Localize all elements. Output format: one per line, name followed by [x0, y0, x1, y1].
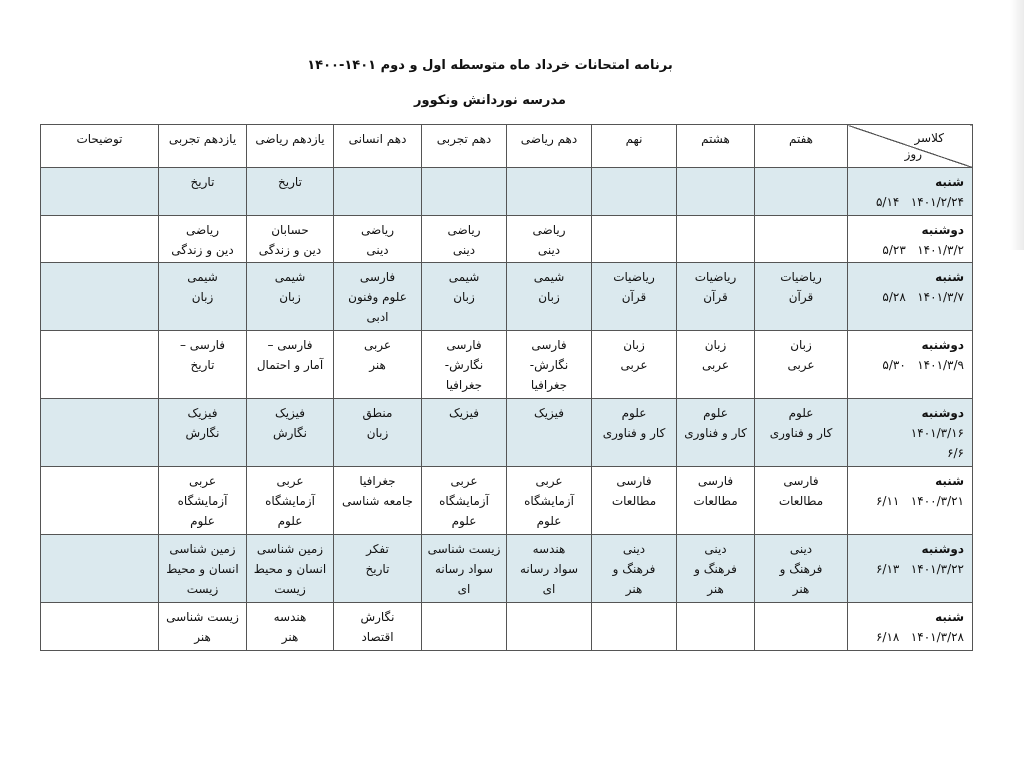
subject-cell	[334, 263, 422, 331]
subject-cell	[159, 535, 247, 603]
subject-line: عربی	[276, 474, 304, 489]
subject-cell	[507, 467, 592, 535]
day-name: شنبه	[935, 175, 964, 189]
day-dates: ۱۴۰۱/۳/۹ ۵/۳۰	[882, 358, 964, 373]
subject-cell	[422, 467, 507, 535]
day-cell	[848, 215, 973, 263]
notes-cell	[41, 399, 159, 467]
day-cell	[848, 467, 973, 535]
subject-line: نگارش	[272, 426, 308, 441]
subject-line: نگارش-	[444, 358, 484, 373]
subject-cell	[507, 263, 592, 331]
subject-line: جغرافیا	[530, 378, 568, 393]
subject-line: زبان	[453, 290, 475, 305]
subject-cell	[677, 399, 755, 467]
subject-cell	[334, 467, 422, 535]
subject-cell	[159, 399, 247, 467]
subject-line: زبان	[704, 338, 727, 353]
subject-line: ای	[542, 582, 556, 597]
subject-cell	[592, 331, 677, 399]
day-cell	[848, 331, 973, 399]
subject-line: منطق	[362, 406, 393, 421]
subject-cell	[422, 331, 507, 399]
subject-cell	[507, 168, 592, 216]
subject-line: فارسی –	[267, 338, 313, 353]
day-dates: ۱۴۰۱/۳/۱۶	[910, 426, 964, 441]
subject-cell	[677, 263, 755, 331]
subject-cell	[422, 215, 507, 263]
subject-line: فیزیک	[448, 406, 480, 421]
day-name: دوشنبه	[921, 222, 964, 237]
header-corner-cell	[848, 125, 973, 168]
subject-line: علوم	[788, 406, 814, 421]
subject-line: قرآن	[788, 290, 814, 305]
subject-cell	[755, 399, 848, 467]
subject-line: دینی	[789, 542, 813, 557]
day-name: شنبه	[935, 474, 964, 489]
subject-line: شیمی	[533, 270, 565, 285]
subject-line: زیست شناسی	[427, 542, 501, 557]
subject-cell	[159, 215, 247, 263]
subject-line: شیمی	[274, 270, 306, 285]
subject-cell	[677, 168, 755, 216]
table-row	[41, 168, 973, 216]
subject-line: مطالعات	[693, 494, 738, 509]
subject-line: زیست شناسی	[166, 610, 239, 625]
school-name: مدرسه نوردانش ونکوور	[414, 93, 566, 108]
subject-line: عربی	[188, 474, 217, 489]
subject-line: مطالعات	[611, 494, 657, 509]
subject-line: فارسی	[359, 270, 396, 285]
header-row	[41, 125, 973, 168]
subject-cell	[159, 603, 247, 651]
subject-line: علوم	[451, 514, 477, 529]
table-row	[41, 399, 973, 467]
subject-cell	[422, 535, 507, 603]
subject-line: سواد رسانه	[519, 562, 579, 577]
day-name: دوشنبه	[921, 406, 964, 421]
subject-line: هنر	[281, 630, 299, 645]
subject-line: علوم	[703, 406, 728, 421]
table-row	[41, 535, 973, 603]
column-header: دهم تجربی	[422, 125, 507, 168]
subject-line: تاریخ	[190, 175, 215, 189]
subject-cell	[592, 263, 677, 331]
subject-line: ریاضیات	[694, 270, 737, 285]
subject-line: فرهنگ و	[779, 562, 823, 577]
subject-line: عربی	[535, 474, 563, 489]
subject-line: فارسی	[531, 338, 567, 353]
subject-cell	[422, 263, 507, 331]
subject-cell	[755, 168, 848, 216]
subject-line: زیست	[274, 582, 306, 597]
notes-cell	[41, 168, 159, 216]
subject-cell	[755, 535, 848, 603]
day-dates: ۱۴۰۰/۳/۲۱ ۶/۱۱	[875, 494, 964, 509]
day-name: شنبه	[935, 270, 964, 285]
subject-line: عربی	[363, 338, 392, 353]
subject-line: جامعه شناسی	[342, 494, 413, 509]
corner-label-class: کلاسر	[914, 131, 944, 145]
subject-line: انسان و محیط	[166, 562, 239, 577]
subject-line: تاریخ	[190, 358, 215, 373]
document-title: برنامه امتحانات خرداد ماه متوسطه اول و دوم ۱۴۰۱-۱۴۰۰	[307, 58, 673, 73]
day-dates: ۱۴۰۱/۲/۲۴ ۵/۱۴	[875, 195, 964, 209]
subject-line: علوم	[536, 514, 562, 529]
subject-cell	[159, 168, 247, 216]
subject-line: شیمی	[448, 270, 480, 285]
exam-schedule-table	[40, 124, 973, 651]
subject-line: عربی	[701, 358, 730, 373]
subject-line: ریاضی	[361, 222, 394, 237]
subject-line: زبان	[538, 290, 560, 305]
subject-line: دینی	[366, 242, 389, 257]
subject-cell	[592, 399, 677, 467]
subject-line: کار و فناوری	[602, 426, 666, 441]
table-row	[41, 467, 973, 535]
table-row	[41, 331, 973, 399]
subject-cell	[247, 399, 334, 467]
subject-cell	[422, 603, 507, 651]
table-row	[41, 215, 973, 263]
subject-line: فارسی –	[179, 338, 226, 353]
subject-line: زبان	[790, 338, 812, 353]
subject-line: فیزیک	[533, 406, 565, 421]
subject-line: زبان	[366, 426, 389, 441]
subject-line: ریاضیات	[613, 270, 655, 285]
subject-line: هنر	[707, 582, 724, 597]
notes-cell	[41, 331, 159, 399]
subject-line: ای	[457, 582, 471, 597]
subject-line: شیمی	[187, 270, 218, 285]
subject-line: فارسی	[616, 474, 652, 489]
subject-cell	[247, 331, 334, 399]
table-row	[41, 603, 973, 651]
subject-line: تاریخ	[365, 562, 390, 577]
subject-cell	[247, 215, 334, 263]
subject-cell	[592, 603, 677, 651]
subject-line: انسان و محیط	[253, 562, 327, 577]
subject-cell	[677, 603, 755, 651]
day-dates: ۱۴۰۱/۳/۲۸ ۶/۱۸	[875, 630, 964, 645]
subject-line: دینی	[537, 242, 561, 257]
subject-line: تفکر	[366, 542, 389, 557]
column-header: نهم	[592, 125, 677, 168]
subject-line: جغرافیا	[359, 474, 396, 489]
notes-cell	[41, 467, 159, 535]
notes-cell	[41, 263, 159, 331]
subject-line: دین و زندگی	[258, 242, 322, 257]
column-header: دهم ریاضی	[507, 125, 592, 168]
subject-line: زبان	[191, 290, 214, 305]
subject-line: کار و فناوری	[684, 426, 747, 441]
subject-cell	[247, 467, 334, 535]
subject-cell	[677, 215, 755, 263]
column-header: یازدهم تجربی	[159, 125, 247, 168]
subject-line: دینی	[452, 242, 476, 257]
subject-line: مطالعات	[778, 494, 824, 509]
subject-line: نگارش	[360, 610, 395, 625]
subject-cell	[507, 331, 592, 399]
subject-line: زبان	[279, 290, 301, 305]
subject-cell	[159, 263, 247, 331]
subject-line: دینی	[622, 542, 646, 557]
subject-line: علوم	[621, 406, 647, 421]
page-edge-shadow	[1010, 0, 1024, 250]
subject-line: عربی	[787, 358, 815, 373]
subject-line: کار و فناوری	[769, 426, 833, 441]
subject-line: علوم	[190, 514, 215, 529]
day-cell	[848, 168, 973, 216]
subject-line: قرآن	[621, 290, 647, 305]
subject-cell	[159, 467, 247, 535]
column-header: یازدهم ریاضی	[247, 125, 334, 168]
subject-line: سواد رسانه	[434, 562, 494, 577]
subject-line: نگارش	[185, 426, 220, 441]
subject-line: فارسی	[697, 474, 734, 489]
subject-cell	[592, 168, 677, 216]
subject-cell	[247, 535, 334, 603]
day-name: دوشنبه	[921, 542, 964, 557]
subject-line: هندسه	[273, 610, 307, 625]
subject-line: آزمایشگاه	[439, 494, 489, 509]
day-cell	[848, 263, 973, 331]
subject-line: هنر	[625, 582, 643, 597]
subject-line: جغرافیا	[445, 378, 483, 393]
day-dates: ۱۴۰۱/۳/۲۲ ۶/۱۳	[875, 562, 964, 577]
day-cell	[848, 399, 973, 467]
subject-cell	[507, 603, 592, 651]
subject-line: حسابان	[271, 222, 309, 237]
column-header: دهم انسانی	[334, 125, 422, 168]
subject-cell	[507, 399, 592, 467]
subject-line: اقتصاد	[361, 630, 394, 645]
subject-cell	[247, 263, 334, 331]
corner-label-day: روز	[904, 147, 922, 161]
subject-cell	[755, 263, 848, 331]
subject-cell	[247, 168, 334, 216]
table-row	[41, 263, 973, 331]
column-header: توضیحات	[41, 125, 159, 168]
subject-line: آمار و احتمال	[256, 358, 324, 373]
subject-cell	[592, 467, 677, 535]
subject-line: زیست	[186, 582, 219, 597]
subject-line: فارسی	[783, 474, 819, 489]
subject-line: قرآن	[703, 290, 728, 305]
day-dates-extra: ۶/۶	[947, 446, 964, 461]
subject-line: عربی	[450, 474, 478, 489]
subject-line: فیزیک	[274, 406, 306, 421]
subject-line: ادبی	[366, 310, 389, 325]
subject-line: ریاضی	[447, 222, 481, 237]
subject-cell	[592, 215, 677, 263]
subject-line: آزمایشگاه	[265, 494, 315, 509]
subject-cell	[677, 535, 755, 603]
subject-line: تاریخ	[278, 175, 302, 189]
subject-cell	[677, 331, 755, 399]
day-dates: ۱۴۰۱/۳/۷ ۵/۲۸	[882, 290, 964, 305]
subject-line: هنر	[194, 630, 211, 645]
subject-line: زمین شناسی	[256, 542, 324, 557]
subject-line: علوم	[277, 514, 303, 529]
subject-cell	[592, 535, 677, 603]
subject-cell	[507, 535, 592, 603]
day-dates: ۱۴۰۱/۳/۲ ۵/۲۳	[882, 242, 964, 257]
subject-cell	[677, 467, 755, 535]
day-cell	[848, 535, 973, 603]
subject-cell	[334, 399, 422, 467]
subject-line: ریاضیات	[780, 270, 822, 285]
subject-line: دینی	[704, 542, 727, 557]
subject-line: علوم وفنون	[348, 290, 407, 305]
subject-line: فرهنگ و	[612, 562, 656, 577]
column-header: هفتم	[755, 125, 848, 168]
subject-line: دین و زندگی	[171, 242, 234, 257]
subject-line: زمین شناسی	[169, 542, 236, 557]
subject-cell	[334, 215, 422, 263]
subject-cell	[334, 331, 422, 399]
subject-cell	[755, 215, 848, 263]
day-name: دوشنبه	[921, 338, 964, 353]
subject-cell	[159, 331, 247, 399]
day-cell	[848, 603, 973, 651]
subject-line: هنر	[792, 582, 810, 597]
subject-line: عربی	[620, 358, 648, 373]
subject-cell	[334, 603, 422, 651]
subject-cell	[755, 467, 848, 535]
notes-cell	[41, 215, 159, 263]
subject-cell	[755, 331, 848, 399]
subject-cell	[755, 603, 848, 651]
subject-cell	[422, 399, 507, 467]
subject-cell	[422, 168, 507, 216]
subject-line: ریاضی	[532, 222, 566, 237]
subject-line: زبان	[623, 338, 645, 353]
subject-cell	[507, 215, 592, 263]
subject-cell	[334, 168, 422, 216]
subject-cell	[247, 603, 334, 651]
notes-cell	[41, 603, 159, 651]
subject-cell	[334, 535, 422, 603]
subject-line: هندسه	[532, 542, 566, 557]
subject-line: نگارش-	[529, 358, 569, 373]
subject-line: آزمایشگاه	[177, 494, 228, 509]
day-name: شنبه	[935, 610, 964, 625]
subject-line: فرهنگ و	[694, 562, 737, 577]
subject-line: فیزیک	[187, 406, 218, 421]
subject-line: فارسی	[446, 338, 482, 353]
column-header: هشتم	[677, 125, 755, 168]
subject-line: هنر	[369, 358, 386, 373]
notes-cell	[41, 535, 159, 603]
subject-line: ریاضی	[186, 222, 219, 237]
subject-line: آزمایشگاه	[524, 494, 574, 509]
